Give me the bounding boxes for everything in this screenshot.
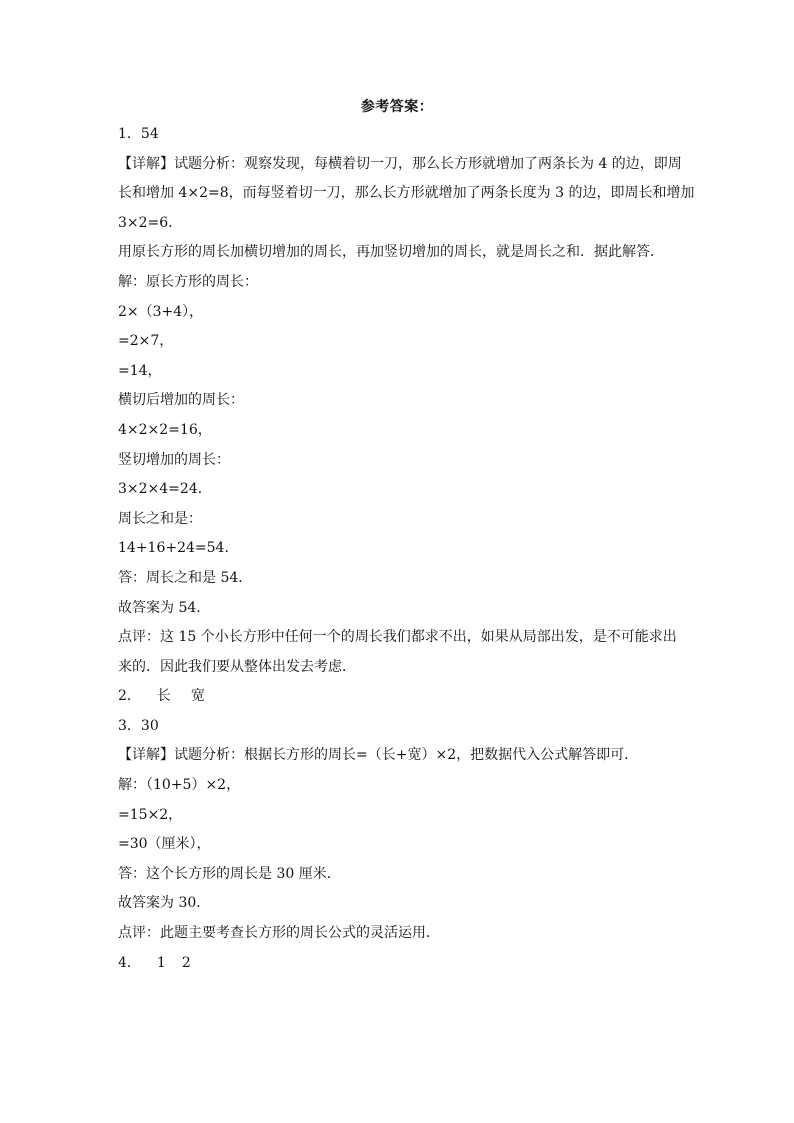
- page-title: 参考答案：: [360, 99, 434, 115]
- answer-content: [118, 120, 695, 978]
- answer-blank-1: 1: [156, 954, 166, 971]
- text-line: 周长之和是：: [118, 510, 202, 527]
- text-line: =15×2，: [118, 806, 183, 823]
- text-line: 用原长方形的周长加横切增加的周长，再加竖切增加的周长，就是周长之和．据此解答．: [118, 244, 664, 261]
- text-line: 故答案为 30．: [118, 895, 211, 912]
- text-line: 3×2=6．: [118, 214, 183, 231]
- text-line: 解：原长方形的周长：: [118, 273, 258, 290]
- question-2-line: [118, 682, 678, 712]
- text-line: 故答案为 54．: [118, 599, 211, 616]
- text-line: 解：（10+5）×2，: [118, 777, 241, 794]
- text-line: 3．30: [118, 717, 159, 734]
- text-line: 点评：这 15 个小长方形中任何一个的周长我们都求不出，如果从局部出发，是不可能求出: [118, 629, 677, 646]
- text-line: 【详解】试题分析：观察发现，每横着切一刀，那么长方形就增加了两条长为 4 的边，即周: [118, 155, 682, 172]
- text-line: 1．54: [118, 126, 159, 142]
- text-line: 长和增加 4×2=8，而每竖着切一刀，那么长方形就增加了两条长度为 3 的边，即周长和增加: [118, 185, 695, 202]
- answer-blank-2: 宽: [190, 688, 205, 705]
- text-line: =14，: [118, 362, 162, 379]
- text-line: 答：周长之和是 54．: [118, 569, 253, 586]
- text-line: 【详解】试题分析：根据长方形的周长=（长+宽）×2，把数据代入公式解答即可．: [118, 747, 639, 764]
- text-line: 来的．因此我们要从整体出发去考虑．: [118, 658, 356, 675]
- question-4-line: [118, 949, 678, 979]
- text-line: 点评：此题主要考查长方形的周长公式的灵活运用．: [118, 925, 440, 942]
- text-line: 竖切增加的周长：: [118, 451, 230, 468]
- question-number: 2．: [118, 688, 141, 705]
- text-line: 横切后增加的周长：: [118, 392, 244, 409]
- text-line: 3×2×4=24．: [118, 481, 212, 498]
- text-line: =2×7，: [118, 333, 174, 350]
- question-number: 4．: [118, 954, 141, 971]
- text-line: 14+16+24=54．: [118, 540, 239, 557]
- text-line: 4×2×2=16，: [118, 421, 212, 438]
- text-line: 答：这个长方形的周长是 30 厘米．: [118, 865, 341, 882]
- answer-blank-2: 2: [181, 954, 191, 971]
- answer-blank-1: 长: [156, 688, 171, 705]
- text-line: 2×（3+4），: [118, 303, 204, 320]
- text-line: =30（厘米），: [118, 836, 211, 853]
